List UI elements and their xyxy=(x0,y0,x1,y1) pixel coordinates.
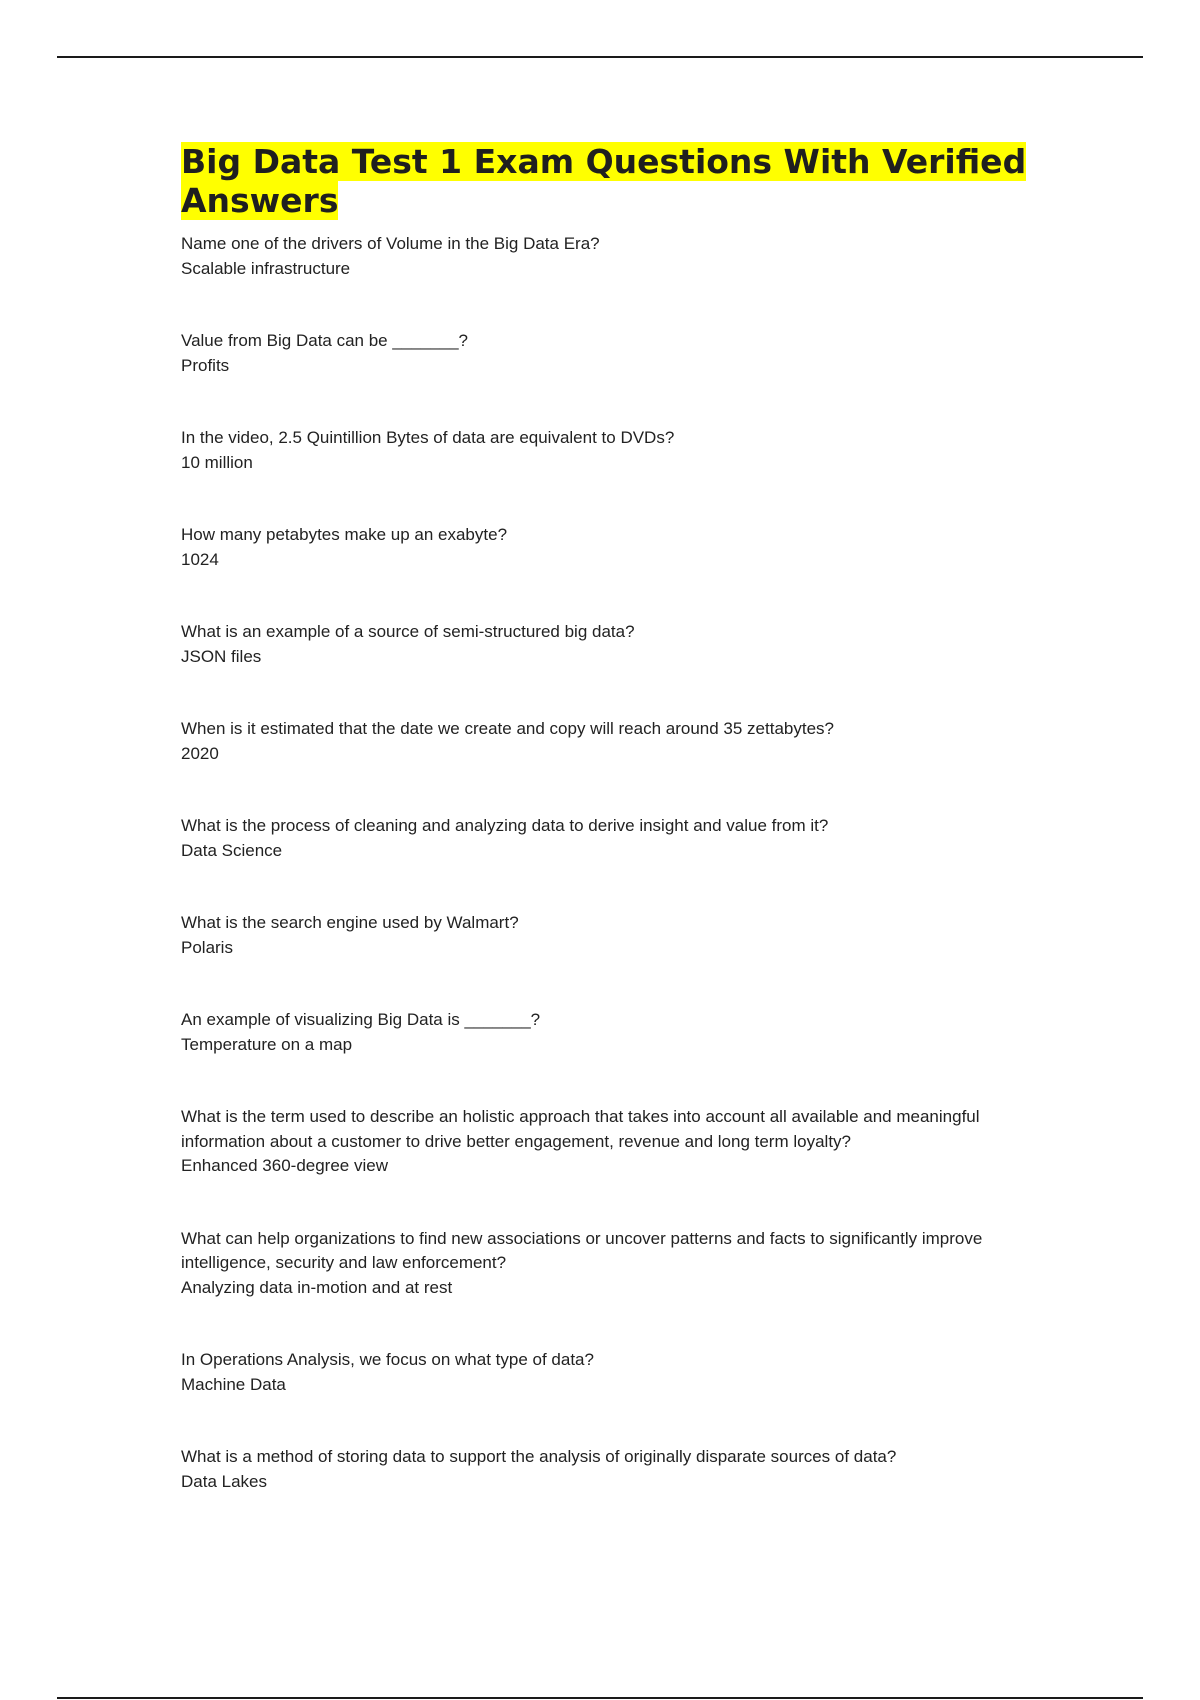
qa-item xyxy=(181,1227,1041,1301)
answer-text: JSON files xyxy=(181,646,262,666)
question-text: Value from Big Data can be _______? xyxy=(181,331,468,350)
answer-text: 10 million xyxy=(181,452,253,472)
qa-item xyxy=(181,1008,1041,1057)
question-text: How many petabytes make up an exabyte? xyxy=(181,525,508,544)
answer-text: Polaris xyxy=(181,937,233,957)
answer-text: 2020 xyxy=(181,743,219,763)
question-text: What is the term used to describe an holistic approach that takes into account all available and meaningful information about a customer to drive better engagement, revenue and long term loyalty? xyxy=(181,1107,980,1151)
bottom-rule xyxy=(57,1697,1143,1699)
question-text: What can help organizations to find new associations or uncover patterns and facts to significantly improve intelligence, security and law enforcement? xyxy=(181,1228,983,1272)
question-text: What is an example of a source of semi-structured big data? xyxy=(181,622,635,641)
qa-item xyxy=(181,1445,1041,1494)
qa-item xyxy=(181,911,1041,960)
qa-item xyxy=(181,620,1041,669)
qa-item xyxy=(181,1105,1041,1179)
qa-item xyxy=(181,717,1041,766)
question-text: In Operations Analysis, we focus on what type of data? xyxy=(181,1350,594,1369)
question-text: In the video, 2.5 Quintillion Bytes of data are equivalent to DVDs? xyxy=(181,428,675,447)
question-text: An example of visualizing Big Data is _______? xyxy=(181,1010,541,1029)
question-text: Name one of the drivers of Volume in the Big Data Era? xyxy=(181,234,600,253)
question-text: What is a method of storing data to support the analysis of originally disparate sources of data? xyxy=(181,1447,897,1466)
answer-text: Profits xyxy=(181,355,230,375)
answer-text: Temperature on a map xyxy=(181,1034,353,1054)
qa-item xyxy=(181,523,1041,572)
qa-item xyxy=(181,329,1041,378)
answer-text: Scalable infrastructure xyxy=(181,258,351,278)
document-body xyxy=(181,142,1041,1542)
document-title xyxy=(181,142,1041,220)
answer-text: Enhanced 360-degree view xyxy=(181,1156,388,1175)
qa-item xyxy=(181,232,1041,281)
question-text: When is it estimated that the date we create and copy will reach around 35 zettabytes? xyxy=(181,719,834,738)
question-text: What is the process of cleaning and analyzing data to derive insight and value from it? xyxy=(181,816,829,835)
answer-text: 1024 xyxy=(181,549,219,569)
title-highlight: Big Data Test 1 Exam Questions With Verified Answers xyxy=(181,142,1027,220)
qa-item xyxy=(181,426,1041,475)
answer-text: Machine Data xyxy=(181,1374,286,1394)
qa-item xyxy=(181,1348,1041,1397)
answer-text: Data Science xyxy=(181,840,283,860)
answer-text: Analyzing data in-motion and at rest xyxy=(181,1277,453,1297)
question-text: What is the search engine used by Walmart? xyxy=(181,913,519,932)
top-rule xyxy=(57,56,1143,58)
qa-item xyxy=(181,814,1041,863)
answer-text: Data Lakes xyxy=(181,1471,267,1491)
